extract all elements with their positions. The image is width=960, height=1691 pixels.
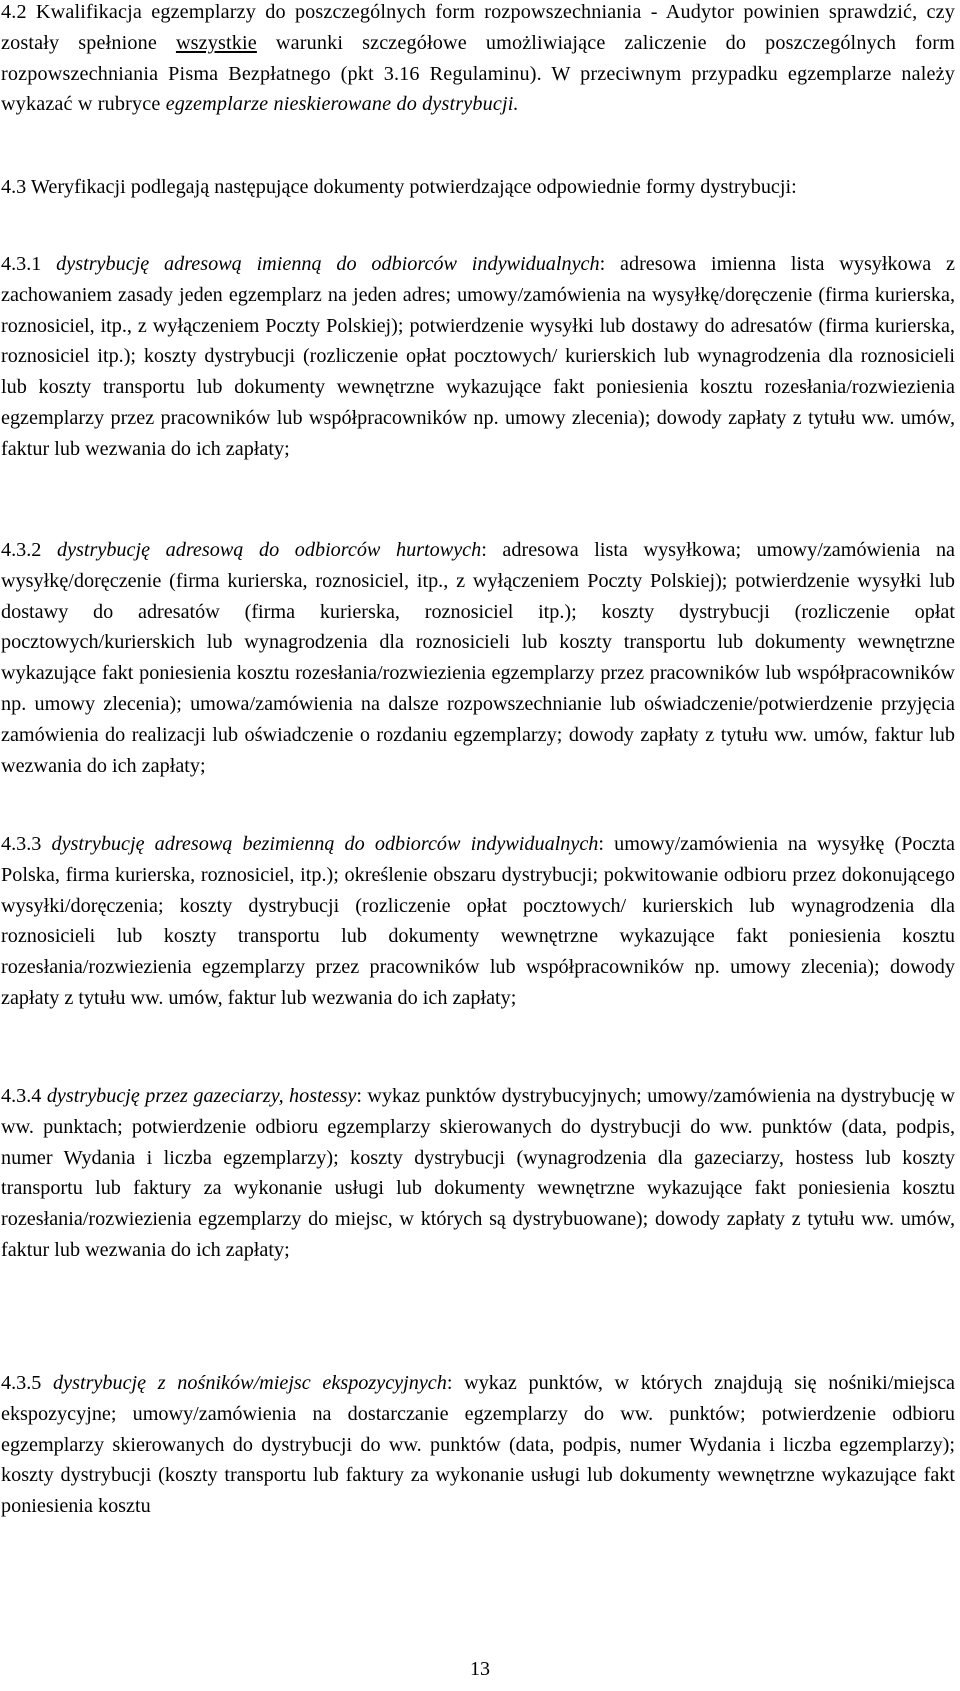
italic-term: dystrybucję adresową do odbiorców hurtowych	[56, 539, 482, 561]
italic-term: dystrybucję z nośników/miejsc ekspozycyjnych	[53, 1372, 447, 1394]
text-run: 4.2 Kwalifikacja egzemplarzy do poszczególnych form rozpowszechniania - Audytor powinien sprawdzić, czy zostały spełnione	[1, 1, 955, 54]
section-4-3-2	[1, 535, 955, 781]
italic-term: egzemplarze nieskierowane do dystrybucji.	[165, 93, 519, 116]
text-run: : adresowa lista wysyłkowa; umowy/zamówienia na wysyłkę/doręczenie (firma kurierska, roznosiciel, itp., z wyłączeniem Poczty Polskiej); potwierdzenie wysyłki lub dostawy do adresatów (firma kurierska, roznosiciel itp.); koszty dystrybucji (rozliczenie opłat pocztowych/kurierskich lub wynagrodzenia dla roznosicieli lub koszty transportu lub dokumenty wewnętrzne wykazujące fakt poniesienia kosztu rozesłania/rozwiezienia egzemplarzy przez pracowników lub współpracowników np. umowy zlecenia); umowa/zamówienia na dalsze rozpowszechnianie lub oświadczenie/potwierdzenie przyjęcia zamówienia do realizacji lub oświadczenie o rozdaniu egzemplarzy; dowody zapłaty z tytułu ww. umów, faktur lub wezwania do ich zapłaty;	[1, 539, 956, 777]
text-run: 4.3.4	[1, 1085, 47, 1107]
text-run: warunki szczegółowe umożliwiające zaliczenie do poszczególnych form rozpowszechniania Pisma Bezpłatnego (pkt 3.16 Regulaminu). W przeciwnym przypadku egzemplarze należy wykazać w rubryce	[1, 31, 955, 116]
text-run: 4.3 Weryfikacji podlegają następujące dokumenty potwierdzające odpowiednie formy dystrybucji:	[1, 176, 797, 198]
section-4-3	[1, 172, 955, 203]
section-4-3-3	[1, 829, 955, 1014]
section-4-3-5	[1, 1368, 955, 1522]
text-run: 4.3.3	[1, 833, 52, 855]
text-run: 4.3.5	[1, 1372, 54, 1394]
italic-term: dystrybucję przez gazeciarzy, hostessy	[46, 1085, 357, 1107]
section-4-3-1	[1, 249, 955, 465]
section-4-3-4	[1, 1081, 955, 1266]
section-4-2	[1, 0, 955, 120]
text-run: 4.3.2	[1, 539, 57, 561]
italic-term: dystrybucję adresową imienną do odbiorców indywidualnych	[56, 253, 600, 275]
text-run: : wykaz punktów dystrybucyjnych; umowy/zamówienia na dystrybucję w ww. punktach; potwierdzenie odbioru egzemplarzy skierowanych do dystrybucji do ww. punktów (data, podpis, numer Wydania i liczba egzemplarzy); koszty dystrybucji (wynagrodzenia dla gazeciarzy, hostess lub koszty transportu lub faktury za wykonanie usługi lub dokumenty wewnętrzne wykazujące fakt poniesienia kosztu rozesłania/rozwiezienia egzemplarzy do miejsc, w których są dystrybuowane); dowody zapłaty z tytułu ww. umów, faktur lub wezwania do ich zapłaty;	[1, 1085, 956, 1261]
underlined-term: wszystkie	[175, 31, 257, 54]
text-run: : adresowa imienna lista wysyłkowa z zachowaniem zasady jeden egzemplarz na jeden adres; umowy/zamówienia na wysyłkę/doręczenie (firma kurierska, roznosiciel, itp., z wyłączeniem Poczty Polskiej); potwierdzenie wysyłki lub dostawy do adresatów (firma kurierska, roznosiciel itp.); koszty dystrybucji (rozliczenie opłat pocztowych/ kurierskich lub wynagrodzenia dla roznosicieli lub koszty transportu lub dokumenty wewnętrzne wykazujące fakt poniesienia kosztu rozesłania/rozwiezienia egzemplarzy przez pracowników lub współpracowników np. umowy zlecenia); dowody zapłaty z tytułu ww. umów, faktur lub wezwania do ich zapłaty;	[1, 253, 955, 460]
italic-term: dystrybucję adresową bezimienną do odbiorców indywidualnych	[51, 833, 599, 855]
page-number: 13	[470, 1658, 490, 1680]
text-run: : umowy/zamówienia na wysyłkę (Poczta Polska, firma kurierska, roznosiciel, itp.); określenie obszaru dystrybucji; pokwitowanie odbioru przez dokonującego wysyłki/doręczenia; koszty dystrybucji (rozliczenie opłat pocztowych/ kurierskich lub wynagrodzenia dla roznosicieli lub koszty transportu lub dokumenty wewnętrzne wykazujące fakt poniesienia kosztu rozesłania/rozwiezienia egzemplarzy przez pracowników lub współpracowników np. umowy zlecenia); dowody zapłaty z tytułu ww. umów, faktur lub wezwania do ich zapłaty;	[1, 833, 956, 1009]
text-run: 4.3.1	[1, 253, 57, 275]
text-run: : wykaz punktów, w których znajdują się nośniki/miejsca ekspozycyjne; umowy/zamówienia na dostarczanie egzemplarzy do ww. punktów; potwierdzenie odbioru egzemplarzy skierowanych do dystrybucji do ww. punktów (data, podpis, numer Wydania i liczba egzemplarzy); koszty dystrybucji (koszty transportu lub faktury za wykonanie usługi lub dokumenty wewnętrzne wykazujące fakt poniesienia kosztu	[1, 1372, 955, 1518]
